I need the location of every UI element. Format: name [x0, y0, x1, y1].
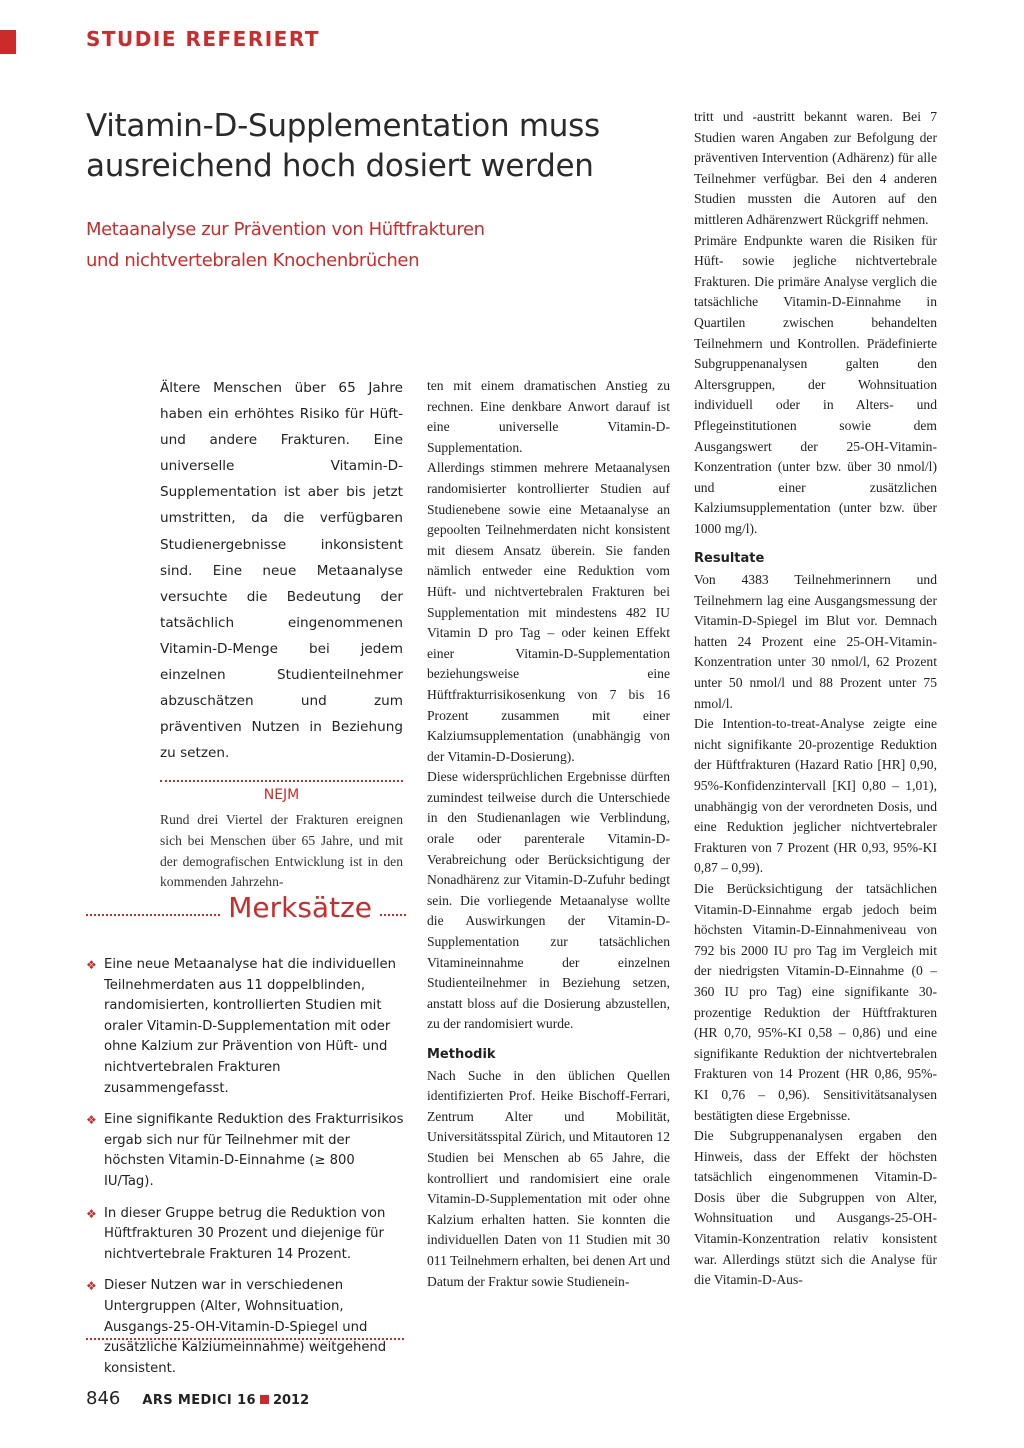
list-item-text: In dieser Gruppe betrug die Reduktion von Hüftfrakturen 30 Prozent und diejenige für nichtvertebrale Frakturen 14 Prozent.: [104, 1205, 386, 1262]
article-subtitle: [86, 214, 486, 276]
column-middle: [427, 376, 670, 1292]
column-right: [694, 107, 937, 1291]
diamond-bullet-icon: ❖: [86, 1206, 97, 1221]
section-heading-resultate: Resultate: [694, 551, 765, 567]
list-item-text: Dieser Nutzen war in verschiedenen Untergruppen (Alter, Wohnsituation, Ausgangs-25-OH-Vitamin-D-Spiegel und zusätzliche Kalziumeinnahme) weitgehend konsistent.: [104, 1278, 387, 1376]
source-reference: NEJM: [263, 787, 300, 804]
body-paragraph: Die Intention-to-treat-Analyse zeigte eine nicht signifikante 20-prozentige Reduktion der Hüftfrakturen (Hazard Ratio [HR] 0,90, 95%-Konfidenzintervall [KI] 0,80 – 1,01), unabhängig von der verordneten Dosis, und eine Reduktion jeglicher nichtvertebraler Frakturen von 7 Prozent (HR 0,93, 95%-KI 0,87 – 0,99).: [694, 716, 937, 876]
body-paragraph: Allerdings stimmen mehrere Metaanalysen randomisierter kontrollierter Studien auf Studienebene sowie eine Metaanalyse an gepoolten Teilnehmerdaten nicht konsistent mit diesem Ansatz überein. Sie fanden nämlich entweder eine Reduktion vom Hüft- und nichtvertebralen Frakturen bei Supplementation mit mindestens 482 IU Vitamin D pro Tag – oder keinen Effekt einer Vitamin-D-Supplementation beziehungsweise eine Hüftfrakturrisikosenkung von 7 bis 16 Prozent zusammen mit einer Kalziumsupplementation (unabhängig von der Vitamin-D-Dosierung).: [427, 460, 670, 764]
dotted-divider: [86, 914, 220, 916]
body-paragraph: Diese widersprüchlichen Ergebnisse dürften zumindest teilweise durch die Unterschiede in den Studienanlagen wie Verblindung, orale oder parenterale Vitamin-D-Verabreichung oder Berücksichtigung der Nonadhärenz zur Vitamin-D-Zufuhr bedingt sein. Die vorliegende Metaanalyse wollte die Auswirkungen der Vitamin-D-Supplementation zur tatsächlichen Vitamineinnahme der einzelnen Studienteilnehmer in Beziehung setzen, anstatt bloss auf die Dosierung abzustellen, zu der randomisiert wurde.: [427, 769, 670, 1032]
dotted-divider: [86, 1338, 404, 1340]
section-marker: [0, 30, 16, 54]
list-item-text: Eine neue Metaanalyse hat die individuellen Teilnehmerdaten aus 11 doppelblinden, randomisierten, kontrollierten Studien mit oraler Vitamin-D-Supplementation mit oder ohne Kalzium zur Prävention von Hüft- und nichtvertebralen Frakturen zusammengefasst.: [104, 957, 397, 1096]
merksaetze-heading-row: [86, 890, 406, 926]
body-paragraph: tritt und -austritt bekannt waren. Bei 7 Studien waren Angaben zur Befolgung der präventiven Intervention (Adhärenz) für alle Teilnehmer verfügbar. Bei den 4 anderen Studien mussten die Autoren auf den mittleren Adhärenzwert Rückgriff nehmen.: [694, 109, 937, 227]
journal-year: 2012: [272, 1393, 310, 1408]
list-item: [86, 1204, 404, 1266]
subtitle-line-2: und nichtvertebralen Knochenbrüchen: [86, 250, 420, 271]
body-paragraph: Die Subgruppenanalysen ergaben den Hinweis, dass der Effekt der höchsten tatsächlich eingenommenen Vitamin-D-Dosis über die Subgruppen von Alter, Wohnsituation und Ausgangs-25-OH-Vitamin-Konzentration relativ konsistent war. Allerdings stützt sich die Analyse für die Vitamin-D-Aus-: [694, 1128, 937, 1288]
diamond-bullet-icon: ❖: [86, 1279, 97, 1294]
body-paragraph: Nach Suche in den üblichen Quellen identifizierten Prof. Heike Bischoff-Ferrari, Zentrum Alter und Mobilität, Universitätsspital Zürich, und Mitautoren 12 Studien bei Menschen ab 65 Jahre, die kontrolliert und randomisiert eine orale Vitamin-D-Supplementation mit oder ohne Kalzium erhalten hatten. Sie konnten die individuellen Daten von 11 Studien mit 30 011 Teilnehmern erhalten, bei denen Art und Datum der Fraktur sowie Studienein-: [427, 1067, 670, 1289]
dotted-divider: [380, 914, 406, 916]
page-number: 846: [86, 1388, 121, 1409]
merksaetze-list: [86, 955, 404, 1390]
dotted-divider: [160, 780, 403, 782]
body-paragraph: Primäre Endpunkte waren die Risiken für Hüft- sowie jegliche nichtvertebrale Frakturen. Die primäre Analyse verglich die tatsächliche Vitamin-D-Einnahme in Quartilen zwischen behandelten Teilnehmern und Kontrollen. Prädefinierte Subgruppenanalysen galten den Altersgruppen, der Wohnsituation individuell oder in Alters- und Pflegeinstitutionen sowie dem Ausgangswert der 25-OH-Vitamin-Konzentration (unter bzw. über 30 nmol/l) und einer zusätzlichen Kalziumsupplementation (unter bzw. über 1000 mg/l).: [694, 232, 937, 536]
body-paragraph: Rund drei Viertel der Frakturen ereignen sich bei Menschen über 65 Jahre, und mit der demografischen Entwicklung ist in den kommenden Jahrzehn-: [160, 812, 403, 890]
diamond-bullet-icon: ❖: [86, 958, 97, 972]
list-item: [86, 955, 404, 1099]
list-item-text: Eine signifikante Reduktion des Frakturrisikos ergab sich nur für Teilnehmer mit der höchsten Vitamin-D-Einnahme (≥ 800 IU/Tag).: [104, 1112, 404, 1189]
body-paragraph: Die Berücksichtigung der tatsächlichen Vitamin-D-Einnahme ergab jedoch beim höchsten Vitamin-D-Einnahmeniveau von 792 bis 2000 IU pro Tag im Vergleich mit der niedrigsten Vitamin-D-Einnahme (0 – 360 IU pro Tag) eine signifikante 30-prozentige Reduktion der Hüftfrakturen (HR 0,70, 95%-KI 0,58 – 0,86) und eine signifikante Reduktion der nichtvertebralen Frakturen von 14 Prozent (HR 0,86, 95%-KI 0,76 – 0,96). Sensitivitätsanalysen bestätigten diese Ergebnisse.: [694, 880, 937, 1123]
merksaetze-heading: Merksätze: [228, 891, 372, 924]
journal-name: ARS MEDICI 16: [142, 1393, 256, 1408]
list-item: [86, 1110, 404, 1192]
list-item: [86, 1276, 404, 1379]
body-paragraph: Von 4383 Teilnehmerinnern und Teilnehmern lag eine Ausgangsmessung der Vitamin-D-Spiegel im Blut vor. Demnach hatten 24 Prozent eine 25-OH-Vitamin-Konzentration unter 30 nmol/l, 62 Prozent unter 50 nmol/l und 88 Prozent unter 75 nmol/l.: [694, 572, 937, 711]
subtitle-line-1: Metaanalyse zur Prävention von Hüftfrakturen: [86, 219, 485, 240]
square-separator-icon: [260, 1395, 269, 1404]
column-left: [160, 375, 403, 893]
diamond-bullet-icon: ❖: [86, 1113, 97, 1128]
article-title: Vitamin-D-Supplementation muss ausreichend hoch dosiert werden: [86, 108, 600, 184]
body-paragraph: ten mit einem dramatischen Anstieg zu rechnen. Eine denkbare Anwort darauf ist eine universelle Vitamin-D-Supplementation.: [427, 378, 670, 455]
section-heading-methodik: Methodik: [427, 1047, 496, 1062]
section-label: STUDIE REFERIERT: [86, 27, 320, 51]
page-footer: [86, 1388, 309, 1409]
lead-paragraph: Ältere Menschen über 65 Jahre haben ein erhöhtes Risiko für Hüft- und andere Frakturen. Eine universelle Vitamin-D-Supplementation ist aber bis jetzt umstritten, da die verfügbaren Studienergebnisse inkonsistent sind. Eine neue Metaanalyse versuchte die Bedeutung der tatsächlich eingenommenen Vitamin-D-Menge bei jedem einzelnen Studienteilnehmer abzuschätzen und zum präventiven Nutzen in Beziehung zu setzen.: [160, 380, 403, 762]
